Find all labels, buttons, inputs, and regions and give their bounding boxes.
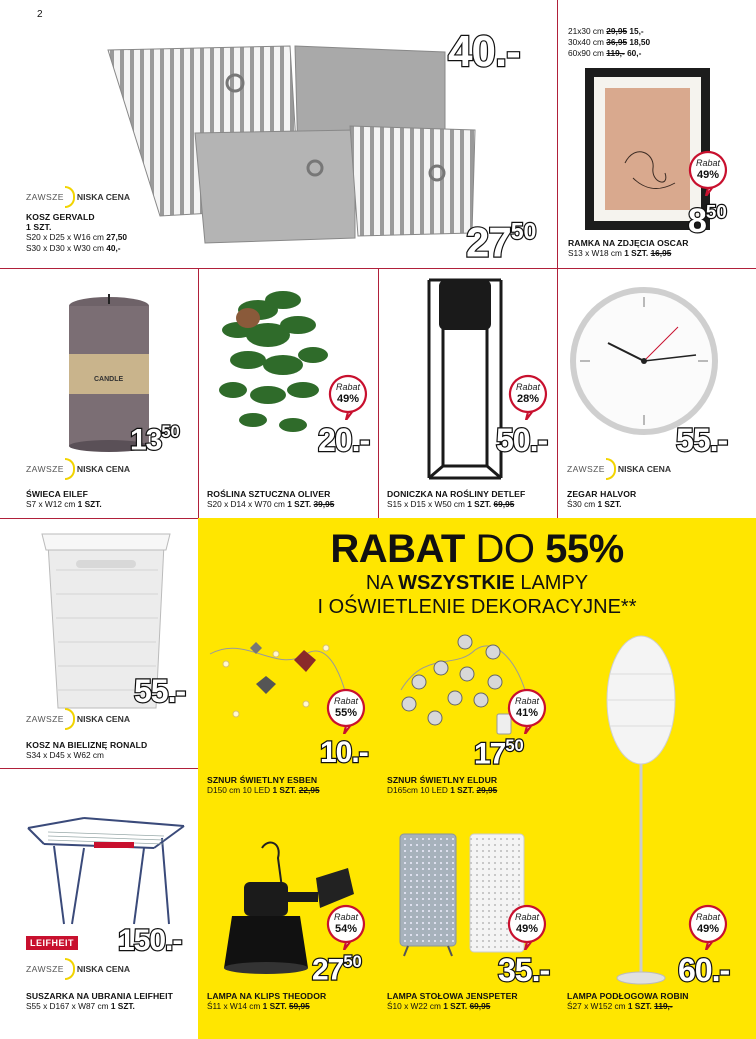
zawsze-niska-cena-logo [26, 186, 130, 208]
price-main: 8 [688, 202, 706, 241]
oscar-size-list [568, 26, 650, 59]
theodor-info [207, 991, 326, 1012]
discount-badge-theodor [326, 904, 366, 950]
discount-badge-oliver [328, 374, 368, 420]
product-name: SZNUR ŚWIETLNY ELDUR [387, 775, 498, 785]
product-name: KOSZ NA BIELIZNĘ RONALD [26, 740, 148, 750]
badge-word: Rabat [333, 696, 359, 706]
size: 21x30 cm [568, 26, 604, 36]
price-decimals: 50 [705, 201, 727, 222]
old-price: 69,95 [469, 1001, 491, 1011]
promo-pct: 55% [545, 527, 624, 571]
candle-label: CANDLE [94, 376, 124, 383]
price-esben: 10.- [320, 736, 368, 769]
badge-word: Rabat [514, 912, 540, 922]
qty: 1 SZT. [443, 1001, 468, 1011]
niska-cena-label: NISKA CENA [617, 464, 672, 474]
price-main: 17 [474, 737, 506, 771]
product-name: ROŚLINA SZTUCZNA OLIVER [207, 489, 331, 499]
product-name: LAMPA PODŁOGOWA ROBIN [567, 991, 689, 1001]
size: 30x40 cm [568, 37, 604, 47]
discount-badge-eldur [507, 688, 547, 734]
old-price: 39,95 [313, 499, 335, 509]
price-oliver: 20.- [318, 422, 370, 458]
promo-lampy: LAMPY [520, 572, 589, 594]
price-detlef: 50.- [496, 422, 548, 458]
product-name: LAMPA STOŁOWA JENSPETER [387, 991, 518, 1001]
dim: S13 x W18 cm [568, 248, 622, 258]
price-ronald: 55.- [134, 673, 186, 709]
promo-do: DO [475, 527, 535, 571]
dim: Ś11 x W14 cm [207, 1001, 261, 1011]
old-price: 36,95 [606, 37, 628, 47]
qty: 1 SZT. [287, 499, 312, 509]
size-row [568, 26, 650, 37]
plant-stand-image [425, 276, 505, 482]
dim: Ś10 x W22 cm [387, 1001, 441, 1011]
logo-arc-icon [65, 186, 75, 208]
page-number: 2 [37, 9, 43, 20]
gervald-info [26, 212, 127, 254]
badge-word: Rabat [335, 382, 361, 392]
new-price: 15,- [629, 26, 644, 36]
qty: 1 SZT. [627, 1001, 652, 1011]
badge-word: Rabat [514, 696, 540, 706]
new-price: 60,- [627, 48, 642, 58]
eldur-info [387, 775, 497, 796]
robin-info [567, 991, 689, 1012]
price-decimals: 50 [343, 953, 362, 971]
product-name: ZEGAR HALVOR [567, 489, 637, 499]
promo-wszystkie: WSZYSTKIE [398, 572, 515, 594]
product-name: SUSZARKA NA UBRANIA LEIFHEIT [26, 991, 173, 1001]
niska-cena-label: NISKA CENA [76, 464, 131, 474]
old-price: 16,95 [650, 248, 672, 258]
size: 60x90 cm [568, 48, 604, 58]
qty: 1 SZT. [624, 248, 649, 258]
badge-pct: 54% [334, 923, 358, 935]
dim: S15 x D15 x W50 cm [387, 499, 465, 509]
discount-badge-jenspeter [507, 904, 547, 950]
halvor-info [567, 489, 636, 510]
badge-word: Rabat [695, 158, 721, 168]
zawsze-word: ZAWSZE [567, 464, 605, 474]
old-price: 119,- [606, 48, 625, 58]
dim: S55 x D167 x W87 cm [26, 1001, 109, 1011]
product-name: ŚWIECA EILEF [26, 489, 88, 499]
jenspeter-info [387, 991, 518, 1012]
zawsze-word: ZAWSZE [26, 964, 64, 974]
qty: 1 SZT. [597, 499, 622, 509]
dim: D150 cm 10 LED [207, 785, 271, 795]
eilef-info [26, 489, 102, 510]
product-qty: 1 SZT. [26, 222, 52, 232]
zawsze-niska-cena-logo [26, 708, 130, 730]
zawsze-niska-cena-logo [567, 458, 671, 480]
dim-price-2: 40,- [106, 243, 121, 253]
badge-pct: 49% [696, 923, 720, 935]
dim: Ś27 x W152 cm [567, 1001, 626, 1011]
oscar-info [568, 238, 689, 259]
old-price: 59,95 [288, 1001, 310, 1011]
logo-arc-icon [65, 958, 75, 980]
old-price: 29,95 [606, 26, 628, 36]
dim: S7 x W12 cm [26, 499, 76, 509]
esben-info [207, 775, 320, 796]
price-halvor: 55.- [676, 422, 728, 458]
price-main: 13 [130, 423, 162, 457]
badge-word: Rabat [515, 382, 541, 392]
discount-badge-esben [326, 688, 366, 734]
promo-line3: I OŚWIETLENIE DEKORACYJNE** [317, 596, 637, 618]
price-main: 27 [312, 953, 344, 987]
badge-pct: 49% [336, 393, 360, 405]
dim: S20 x D14 x W70 cm [207, 499, 285, 509]
price-theodor [312, 954, 362, 985]
price-eilef [130, 424, 180, 455]
badge-word: Rabat [695, 912, 721, 922]
badge-pct: 55% [334, 707, 358, 719]
new-price: 18,50 [629, 37, 651, 47]
price-gervald-large: 40.- [448, 27, 520, 76]
product-name: LAMPA NA KLIPS THEODOR [207, 991, 327, 1001]
product-name: KOSZ GERVALD [26, 212, 95, 222]
detlef-info [387, 489, 525, 510]
price-robin: 60.- [678, 952, 730, 988]
qty: 1 SZT. [272, 785, 297, 795]
old-price: 69,95 [493, 499, 515, 509]
storage-boxes-image [100, 38, 480, 248]
niska-cena-label: NISKA CENA [76, 964, 131, 974]
leifheit-info [26, 991, 173, 1012]
price-decimals: 50 [505, 737, 524, 755]
artificial-plant-image [208, 280, 348, 440]
price-oscar [688, 201, 727, 241]
clothes-dryer-image [24, 808, 190, 928]
old-price: 29,95 [476, 785, 498, 795]
logo-arc-icon [65, 708, 75, 730]
dim: D165cm 10 LED [387, 785, 448, 795]
zawsze-word: ZAWSZE [26, 464, 64, 474]
dim-price-1: 27,50 [106, 232, 128, 242]
old-price: 22,95 [298, 785, 320, 795]
badge-pct: 28% [516, 393, 540, 405]
qty: 1 SZT. [110, 1001, 135, 1011]
dim-line-1: S20 x D25 x W16 cm [26, 232, 104, 242]
discount-badge-robin [688, 904, 728, 950]
qty: 1 SZT. [450, 785, 475, 795]
dim-line-2: S30 x D30 x W30 cm [26, 243, 104, 253]
qty: 1 SZT. [77, 499, 102, 509]
product-name: SZNUR ŚWIETLNY ESBEN [207, 775, 318, 785]
price-decimals: 50 [161, 423, 180, 441]
ronald-info [26, 740, 147, 761]
price-gervald-small [466, 218, 537, 266]
floor-lamp-image [596, 634, 686, 994]
oliver-info [207, 489, 334, 510]
niska-cena-label: NISKA CENA [76, 192, 131, 202]
dim: Ś30 cm [567, 499, 596, 509]
price-leifheit: 150.- [118, 924, 182, 957]
badge-pct: 49% [696, 169, 720, 181]
logo-arc-icon [606, 458, 616, 480]
price-eldur [474, 738, 524, 769]
leifheit-logo: LEIFHEIT [26, 936, 78, 950]
price-jenspeter: 35.- [498, 952, 550, 988]
price-decimals: 50 [510, 218, 537, 244]
zawsze-niska-cena-logo [26, 458, 130, 480]
size-row [568, 37, 650, 48]
product-name: RAMKA NA ZDJĘCIA OSCAR [568, 238, 689, 248]
old-price: 119,- [654, 1001, 673, 1011]
badge-pct: 41% [515, 707, 539, 719]
discount-badge-oscar [688, 150, 728, 196]
badge-pct: 49% [515, 923, 539, 935]
zawsze-niska-cena-logo [26, 958, 130, 980]
badge-word: Rabat [333, 912, 359, 922]
qty: 1 SZT. [262, 1001, 287, 1011]
zawsze-word: ZAWSZE [26, 714, 64, 724]
promo-headline [198, 527, 756, 619]
wall-clock-image [568, 285, 720, 437]
zawsze-word: ZAWSZE [26, 192, 64, 202]
dim: S34 x D45 x W62 cm [26, 750, 104, 760]
logo-arc-icon [65, 458, 75, 480]
promo-rabat: RABAT [330, 527, 465, 571]
size-row [568, 48, 650, 59]
discount-badge-detlef [508, 374, 548, 420]
qty: 1 SZT. [467, 499, 492, 509]
price-main: 27 [466, 218, 511, 266]
product-name: DONICZKA NA ROŚLINY DETLEF [387, 489, 526, 499]
promo-na: NA [365, 572, 393, 594]
niska-cena-label: NISKA CENA [76, 714, 131, 724]
